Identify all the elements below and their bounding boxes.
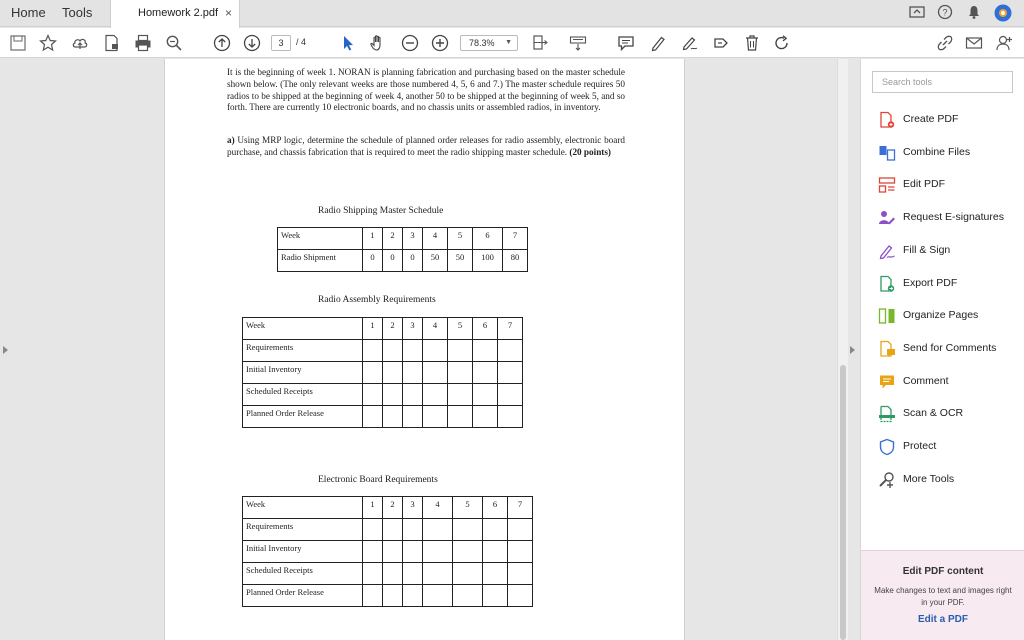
table-cell (448, 362, 473, 384)
tool-label: Request E-signatures (903, 211, 1004, 224)
table3-caption: Electronic Board Requirements (318, 475, 438, 485)
table-cell (403, 384, 423, 406)
tool-item-create-pdf[interactable] (861, 109, 1024, 131)
table-cell (483, 519, 508, 541)
delete-trash-icon[interactable] (742, 33, 762, 53)
tool-label: Fill & Sign (903, 243, 951, 256)
table-header-cell: Week (278, 228, 363, 250)
zoom-in-icon[interactable] (430, 33, 450, 53)
table-cell: 4 (423, 318, 448, 340)
notifications-bell-icon[interactable] (965, 4, 983, 22)
table-cell (383, 384, 403, 406)
promo-title: Edit PDF content (902, 566, 984, 577)
table-cell: 5 (453, 497, 483, 519)
tab-home[interactable]: Home (11, 5, 46, 20)
table-cell (508, 541, 533, 563)
table-cell (363, 563, 383, 585)
table-cell: 3 (403, 318, 423, 340)
table-row (243, 406, 523, 428)
electronic-board-table (242, 496, 533, 607)
tool-item-comment[interactable] (861, 371, 1024, 393)
tool-label: Organize Pages (903, 309, 979, 322)
vertical-scrollbar[interactable] (837, 59, 848, 640)
tool-label: More Tools (903, 472, 955, 485)
table-cell (453, 585, 483, 607)
pdf-page (164, 59, 685, 640)
comment-note-icon[interactable] (616, 33, 636, 53)
table-cell: 1 (363, 228, 383, 250)
table-row-label: Radio Shipment (278, 250, 363, 272)
table-header-cell: Week (243, 318, 363, 340)
document-viewer[interactable] (0, 59, 848, 640)
document-permissions-icon[interactable] (102, 33, 122, 53)
table2-caption: Radio Assembly Requirements (318, 295, 436, 305)
table-row (243, 340, 523, 362)
table-cell (423, 362, 448, 384)
save-icon[interactable] (8, 33, 28, 53)
table-cell: 5 (448, 318, 473, 340)
send-comments-icon (878, 340, 896, 358)
question-text: Using MRP logic, determine the schedule of planned order releases for radio assembly, electronic board purchase, and chassis fabrication that is required to meet the radio shipping master schedule. (227, 135, 625, 157)
table-cell: 0 (363, 250, 383, 272)
organize-pages-icon (878, 307, 896, 325)
table-cell: 6 (473, 228, 503, 250)
edit-pdf-icon (878, 176, 896, 194)
table-cell: 80 (503, 250, 528, 272)
bookmark-star-icon[interactable] (38, 33, 58, 53)
tool-item-more-tools[interactable] (861, 469, 1024, 491)
sign-pen-icon[interactable] (680, 33, 700, 53)
table-cell: 50 (423, 250, 448, 272)
table-header-cell: Week (243, 497, 363, 519)
table-cell: 50 (448, 250, 473, 272)
zoom-out-icon[interactable] (400, 33, 420, 53)
tool-item-scan-ocr[interactable] (861, 403, 1024, 425)
table-cell (403, 541, 423, 563)
stamp-icon[interactable] (711, 33, 731, 53)
comment-icon (878, 373, 896, 391)
table-cell (403, 362, 423, 384)
table-cell (423, 340, 448, 362)
table-cell: 6 (483, 497, 508, 519)
tool-item-edit-pdf[interactable] (861, 174, 1024, 196)
print-icon[interactable] (133, 33, 153, 53)
table-cell (403, 563, 423, 585)
table-cell: 4 (423, 497, 453, 519)
table-row-label: Planned Order Release (243, 406, 363, 428)
table-cell (423, 519, 453, 541)
scrollbar-thumb[interactable] (840, 365, 846, 640)
table-cell: 4 (423, 228, 448, 250)
help-icon[interactable] (936, 4, 954, 22)
protect-icon (878, 438, 896, 456)
promo-description: Make changes to text and images right in your PDF. (874, 586, 1012, 607)
question-label: a) (227, 135, 235, 145)
table-cell (483, 563, 508, 585)
table-cell (448, 340, 473, 362)
table-row-label: Scheduled Receipts (243, 563, 363, 585)
table-cell (448, 384, 473, 406)
close-tab-icon[interactable]: × (225, 6, 233, 20)
tool-label: Protect (903, 440, 937, 452)
table-cell (453, 563, 483, 585)
tab-document[interactable] (110, 0, 240, 28)
question-a (227, 135, 625, 159)
upload-cloud-icon[interactable] (70, 33, 90, 53)
table-cell: 7 (498, 318, 523, 340)
zoom-level-dropdown[interactable] (460, 35, 518, 51)
table-cell: 6 (473, 318, 498, 340)
table-cell (508, 563, 533, 585)
table-cell: 2 (383, 497, 403, 519)
table-cell (363, 519, 383, 541)
tools-pane (860, 59, 1024, 640)
rotate-icon[interactable] (772, 33, 792, 53)
tool-label: Create PDF (903, 113, 959, 125)
tool-item-export-pdf[interactable] (861, 273, 1024, 295)
radio-shipping-table (277, 227, 528, 272)
zoom-level-value: 78.3% (469, 38, 495, 48)
tool-label: Send for Comments (903, 341, 997, 354)
table-cell (363, 362, 383, 384)
table-row (243, 497, 533, 519)
table-cell (498, 362, 523, 384)
table-cell (363, 406, 383, 428)
table-cell: 0 (403, 250, 423, 272)
table-row (278, 250, 528, 272)
collapse-tools-pane-icon[interactable] (850, 346, 855, 354)
table-cell (453, 541, 483, 563)
tool-label: Edit PDF (903, 178, 946, 191)
create-pdf-icon (878, 111, 896, 129)
tool-label: Export PDF (903, 276, 958, 289)
table-cell: 5 (448, 228, 473, 250)
tool-label: Comment (903, 374, 949, 387)
e-signature-icon (878, 209, 896, 227)
previous-page-icon[interactable] (212, 33, 232, 53)
table-row (243, 318, 523, 340)
table-cell (473, 384, 498, 406)
table-cell: 2 (383, 228, 403, 250)
tool-item-organize-pages[interactable] (861, 305, 1024, 327)
edit-pdf-promo (861, 550, 1024, 640)
search-tools-input[interactable]: Search tools (872, 71, 1013, 93)
link-edit-icon[interactable] (935, 33, 955, 53)
svg-text:?: ? (942, 7, 948, 18)
expand-left-panel-icon[interactable] (3, 346, 8, 354)
table-cell: 2 (383, 318, 403, 340)
chevron-down-icon: ▼ (505, 39, 512, 46)
zoom-search-icon[interactable] (164, 33, 184, 53)
table-cell: 100 (473, 250, 503, 272)
email-icon[interactable] (964, 33, 984, 53)
table-cell (498, 340, 523, 362)
tool-label: Combine Files (903, 145, 971, 158)
select-cursor-icon[interactable] (338, 33, 358, 53)
table-row (243, 362, 523, 384)
table-cell (453, 519, 483, 541)
table-row-label: Initial Inventory (243, 362, 363, 384)
table1-caption: Radio Shipping Master Schedule (318, 206, 444, 216)
tab-tools[interactable]: Tools (62, 5, 93, 20)
highlight-pen-icon[interactable] (648, 33, 668, 53)
table-cell: 1 (363, 497, 383, 519)
table-cell: 3 (403, 228, 423, 250)
table-cell: 3 (403, 497, 423, 519)
table-cell (483, 541, 508, 563)
table-cell (423, 563, 453, 585)
hand-tool-icon[interactable] (368, 33, 388, 53)
table-cell (383, 406, 403, 428)
tool-label: Scan & OCR (903, 407, 964, 420)
table-row (243, 541, 533, 563)
table-cell (498, 406, 523, 428)
table-cell: 0 (383, 250, 403, 272)
table-cell (383, 519, 403, 541)
table-cell (383, 563, 403, 585)
table-row-label: Initial Inventory (243, 541, 363, 563)
table-cell (483, 585, 508, 607)
table-cell (403, 340, 423, 362)
add-user-icon[interactable] (994, 33, 1014, 53)
table-cell (403, 585, 423, 607)
more-tools-icon (878, 471, 896, 489)
scan-ocr-icon (878, 405, 896, 423)
table-row-label: Scheduled Receipts (243, 384, 363, 406)
radio-assembly-table (242, 317, 523, 428)
tool-item-send-comments[interactable] (861, 338, 1024, 360)
table-cell (423, 406, 448, 428)
table-row (243, 563, 533, 585)
table-cell (363, 585, 383, 607)
next-page-icon[interactable] (242, 33, 262, 53)
table-cell (508, 585, 533, 607)
fit-page-icon[interactable] (530, 33, 550, 53)
page-number-input[interactable]: 3 (271, 35, 291, 51)
table-row (243, 519, 533, 541)
table-cell (383, 362, 403, 384)
table-cell (423, 384, 448, 406)
user-avatar-icon[interactable] (994, 4, 1012, 22)
tab-bar (0, 0, 1024, 27)
table-cell (383, 340, 403, 362)
combine-files-icon (878, 144, 896, 162)
table-cell (498, 384, 523, 406)
table-row (243, 585, 533, 607)
table-cell (473, 406, 498, 428)
table-row (243, 384, 523, 406)
edit-a-pdf-link[interactable]: Edit a PDF (917, 614, 968, 625)
tool-item-combine-files[interactable] (861, 142, 1024, 164)
table-cell (423, 585, 453, 607)
table-cell (383, 585, 403, 607)
export-pdf-icon (878, 275, 896, 293)
tab-document-label: Homework 2.pdf (138, 7, 219, 19)
intro-paragraph: It is the beginning of week 1. NORAN is planning fabrication and purchasing based on the master schedule shown below. (The only relevant weeks are those numbered 4, 5, 6 and 7.) The master schedule requires 50 radios to be shipped at the beginning of week 4, another 50 to be shipped at the beginning of week 5, and so forth. There are currently 10 electronic boards, and no chassis units or assembled radios, in inventory. (227, 67, 625, 113)
table-cell (403, 406, 423, 428)
table-cell (473, 340, 498, 362)
table-row-label: Requirements (243, 519, 363, 541)
table-cell (448, 406, 473, 428)
table-cell (423, 541, 453, 563)
table-cell (508, 519, 533, 541)
question-points: (20 points) (569, 146, 611, 157)
table-cell (363, 340, 383, 362)
share-screen-icon[interactable] (908, 4, 926, 22)
tool-item-protect[interactable] (861, 436, 1024, 458)
table-row-label: Planned Order Release (243, 585, 363, 607)
table-cell (473, 362, 498, 384)
table-row-label: Requirements (243, 340, 363, 362)
table-cell: 7 (503, 228, 528, 250)
main-toolbar (0, 28, 1024, 58)
table-cell (363, 541, 383, 563)
table-cell (363, 384, 383, 406)
page-total: / 4 (296, 37, 307, 47)
keyboard-scroll-icon[interactable] (568, 33, 588, 53)
table-row (278, 228, 528, 250)
tool-item-e-signature[interactable] (861, 207, 1024, 229)
table-cell: 1 (363, 318, 383, 340)
table-cell: 7 (508, 497, 533, 519)
table-cell (403, 519, 423, 541)
fill-sign-icon (878, 242, 896, 260)
table-cell (383, 541, 403, 563)
tool-item-fill-sign[interactable] (861, 240, 1024, 262)
